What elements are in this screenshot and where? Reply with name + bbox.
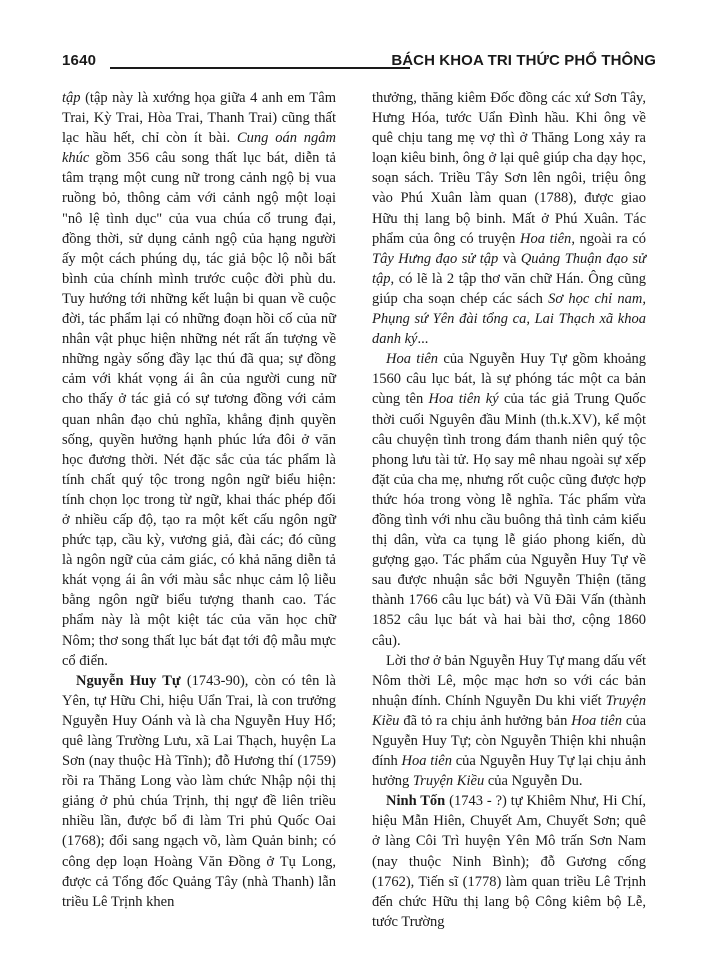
body-text: gồm 356 câu song thất lục bát, diễn tả tâm trạng một cung nữ trong cảnh ngộ bị vua ruồng bỏ, thông cảm với cảnh ngộ một loại "nô lệ tình dục" của vua chúa cổ trung đại, đồng thời, sử dụng cảnh ngộ của hạng người ấy một cách phúng dụ, tác giả bộc lộ nỗi bất bình của chính mình trước cuộc đời phù du. Tuy hướng tới những kết luận bi quan về cuộc đời, tác phẩm lại có những đoạn hồi cố của nữ nhân vật phục hiện những nét rất ấn tượng về những ngày sống đầy lạc thú đã qua; sự đồng cảm với khát vọng ái ân của người cung nữ cho thấy ở tác giả có sự tương đồng với cảm quan nhân đạo chủ nghĩa, khẳng định quyền sống, quyền hưởng hạnh phúc lứa đôi ở văn học đương thời. Nét đặc sắc của tác phẩm là tính chất quý tộc trong ngôn ngữ biểu hiện: tính chọn lọc trong từ ngữ, khai thác phép đối ở nhiều cấp độ, tạo ra một kết cấu ngôn ngữ phức tạp, cầu kỳ, vương giả, đài các; đó cũng là ngôn ngữ của cảm giác, có khả năng diễn tả khát vọng ái ân với màu sắc nhục cảm lộ liễu bằng ngôn ngữ biểu tượng thanh cao. Tác phẩm này là một kiệt tác của văn học chữ Nôm; thơ song thất lục bát đạt tới độ mẫu mực cổ điển.: [62, 150, 336, 669]
work-title: Tây Hưng đạo sử tập: [372, 250, 499, 267]
entry-body: (1743-90), còn có tên là Yên, tự Hữu Chi, hiệu Uẩn Trai, là con trưởng Nguyễn Huy Oánh và là cha Nguyễn Huy Hổ; quê làng Trường Lưu, xã Lai Thạch, huyện La Sơn (nay thuộc Hà Tĩnh); đỗ Hương thí (1759) rồi ra Thăng Long vào làm chức Nhập nội thị giảng ở phủ chúa Trịnh, thị ngự đề liên triều nhiều lần, được bổ đi làm Tri phủ Quốc Oai (1768); đổi sang ngạch võ, làm Quản binh; có công dẹp loạn Hoàng Văn Đồng ở Tụ Long, được cả Tổng đốc Quảng Tây (nhà Thanh) lẫn triều Lê Trịnh khen: [62, 672, 336, 910]
work-title: Sơ học chỉ nam, Phụng sứ Yên đài tổng ca, Lai Thạch xã khoa danh ký: [372, 290, 646, 348]
page-header: [62, 40, 656, 70]
work-title: Hoa tiên ký: [428, 391, 499, 408]
body-text: của tác giả Trung Quốc thời cuối Nguyên đầu Minh (th.k.XV), kể một câu chuyện tình trong đám thanh niên quý tộc phong lưu tài tử. Họ say mê nhau ngoài sự xếp đặt của cha mẹ, nhưng rốt cuộc cũng được hợp thức hóa trong vòng lễ nghĩa. Tác phẩm vừa đồng tình với nhu cầu buông thả tình cảm kiểu thị dân, vừa ca tụng lễ giáo phong kiến, dù gượng gạo. Tác phẩm của Nguyễn Huy Tự về sau được nhuận sắc bởi Nguyễn Thiện (tăng thành 1766 câu lục bát) và Vũ Đãi Vấn (thành 1852 câu lục bát và hai bài thơ, cộng 1860 câu).: [372, 391, 646, 649]
running-title: BÁCH KHOA TRI THỨC PHỔ THÔNG: [391, 52, 656, 69]
body-text: của Nguyễn Huy Tự lại chịu ảnh hưởng: [372, 753, 646, 790]
right-column: [372, 88, 646, 932]
work-title: Cung oán ngâm khúc: [62, 130, 336, 167]
body-text: Lời thơ ở bản Nguyễn Huy Tự mang dấu vết Nôm thời Lê, mộc mạc hơn so với các bản nhuận đính. Chính Nguyễn Du khi viết: [372, 652, 646, 709]
entry-heading: Ninh Tốn: [386, 793, 446, 810]
body-text: và: [498, 250, 521, 267]
paragraph-cung-oan: [62, 88, 336, 671]
body-text: của Nguyễn Huy Tự gồm khoảng 1560 câu lục bát, là sự phóng tác một ca bản cùng tên: [372, 351, 647, 408]
left-column: [62, 88, 336, 912]
work-title: Hoa tiên: [571, 712, 622, 729]
work-title: Quảng Thuận đạo sử tập: [372, 250, 646, 287]
body-text: , ngoài ra có: [571, 230, 646, 247]
work-title: Hoa tiên: [401, 753, 452, 770]
entry-nguyen-huy-tu: [62, 671, 336, 912]
body-text: thưởng, thăng kiêm Đốc đồng các xứ Sơn Tây, Hưng Hóa, tước Uẩn Đình hầu. Khi ông về quê chịu tang mẹ vợ thì ở Thăng Long xảy ra loạn kiêu binh, ông ở lại quê giúp cha dạy học, soạn sách. Triều Tây Sơn lên ngôi, triệu ông vào Phú Xuân làm quan (1788), được giao Hữu thị lang bộ binh. Mất ở Phú Xuân. Tác phẩm của ông có truyện: [372, 90, 646, 247]
header-rule: [110, 67, 410, 69]
paragraph-loi-tho: [372, 651, 646, 792]
page-number: 1640: [62, 52, 97, 69]
body-text: của Nguyễn Du.: [484, 773, 583, 790]
body-text: ...: [417, 331, 429, 348]
body-text: , có lẽ là 2 tập thơ văn chữ Hán. Ông cũng giúp cha soạn chép các sách: [372, 270, 646, 307]
work-title: Hoa tiên: [519, 230, 572, 247]
paragraph-hoa-tien: [372, 349, 646, 650]
entry-ninh-ton: [372, 791, 646, 932]
work-title: Hoa tiên: [386, 351, 439, 368]
body-text: (tập này là xướng họa giữa 4 anh em Tâm Trai, Kỳ Trai, Hòa Trai, Thanh Trai) cũng thất lạc hầu hết, chỉ còn ít bài.: [62, 90, 336, 147]
entry-body: (1743 - ?) tự Khiêm Như, Hi Chí, hiệu Mẫn Hiên, Chuyết Am, Chuyết Sơn; quê ở làng Côi Trì huyện Yên Mô trấn Sơn Nam (nay thuộc Ninh Bình); đỗ Gương cống (1762), Tiến sĩ (1778) làm quan triều Lê Trịnh đến chức Hữu thị lang bộ Công kiêm bộ Lễ, tước Trường: [372, 793, 646, 930]
italic-text: tập: [62, 90, 81, 106]
body-text: của Nguyễn Huy Tự; còn Nguyễn Thiện khi nhuận đính: [372, 712, 647, 770]
paragraph-continued: [372, 88, 646, 349]
work-title: Truyện Kiều: [372, 692, 646, 729]
entry-heading: Nguyễn Huy Tự: [76, 672, 181, 689]
body-text: đã tỏ ra chịu ảnh hưởng bản: [399, 712, 572, 729]
work-title: Truyện Kiều: [412, 773, 485, 790]
